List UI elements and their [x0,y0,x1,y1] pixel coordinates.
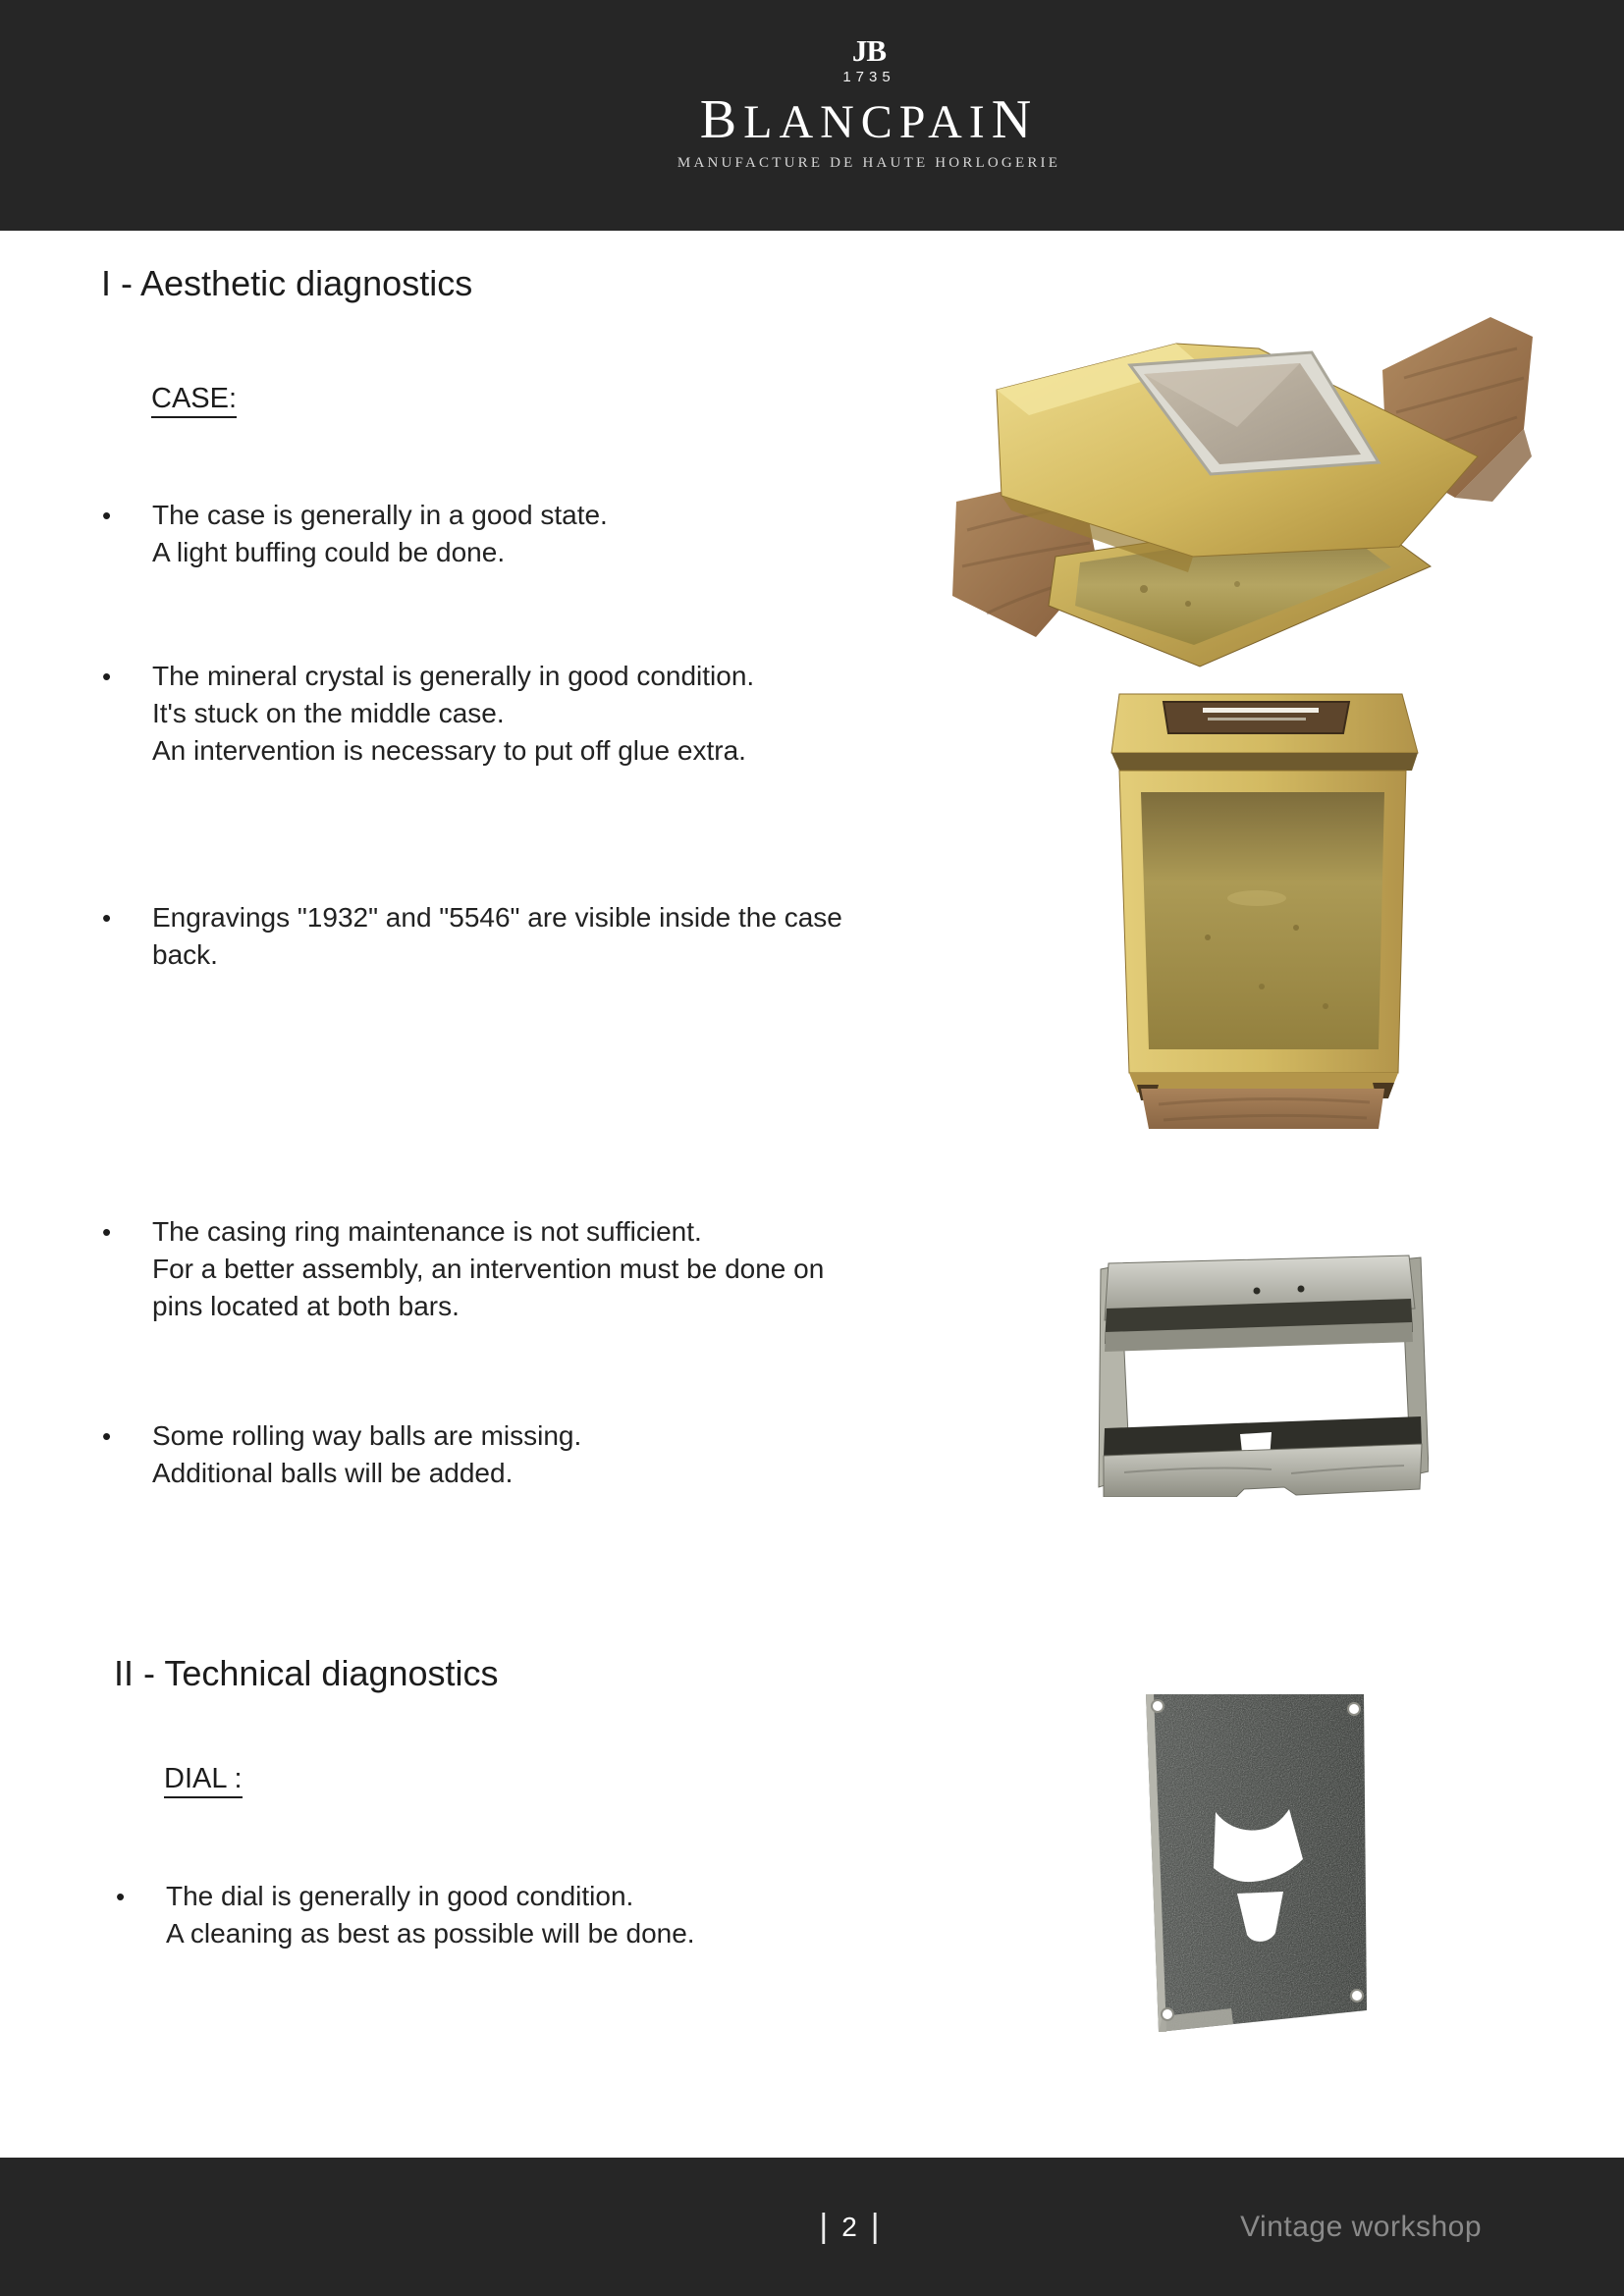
bezel-flap [1111,694,1418,771]
section-2-subheading: DIAL : [164,1763,243,1798]
dial-plate-shape [1146,1694,1367,2032]
section-1-subheading: CASE: [151,383,237,418]
bullet-dot: • [102,1421,112,1451]
page-number-separator: | [819,2208,829,2245]
bullet-item [102,1417,581,1492]
bullet-item [102,1213,824,1325]
bullet-line: back. [152,939,218,970]
bullet-line: Additional balls will be added. [152,1458,514,1488]
bullet-item [116,1878,695,1952]
photo-case-back [1090,692,1434,1129]
bullet-item [102,658,754,770]
bullet-dot: • [116,1882,126,1911]
brand-year: 1735 [842,69,895,85]
bullet-line: The case is generally in a good state. [152,500,608,530]
case-back-cavity [1119,771,1406,1100]
bullet-line: The mineral crystal is generally in good condition. [152,661,755,691]
photo-watch-case [943,309,1571,702]
workshop-label: Vintage workshop [1240,2210,1482,2243]
section-2-title: II - Technical diagnostics [114,1653,499,1693]
bullet-item [102,899,842,974]
bullet-line: An intervention is necessary to put off glue extra. [152,735,746,766]
bullet-line: The casing ring maintenance is not sufficient. [152,1216,702,1247]
bullet-dot: • [102,1217,112,1247]
page-number [819,2158,879,2296]
casing-ring-frame [1099,1255,1429,1497]
bullet-dot: • [102,662,112,691]
dial-plate-illustration [1139,1684,1375,2038]
brand-logo [677,35,1060,171]
bullet-line: For a better assembly, an intervention must be done on [152,1254,825,1284]
casing-ring-illustration [1095,1252,1429,1497]
photo-dial-plate [1139,1684,1375,2038]
bullet-line: The dial is generally in good condition. [166,1881,634,1911]
bullet-line: Some rolling way balls are missing. [152,1420,582,1451]
section-1-title: I - Aesthetic diagnostics [101,263,473,303]
bullet-line: A cleaning as best as possible will be done. [166,1918,695,1949]
brand-tagline: MANUFACTURE DE HAUTE HORLOGERIE [677,155,1061,171]
page-number-separator: | [870,2208,880,2245]
brand-name: BLANCPAIN [699,89,1039,150]
bullet-line: A light buffing could be done. [152,537,506,567]
brand-monogram: JB [851,33,887,68]
bullet-line: pins located at both bars. [152,1291,460,1321]
bullet-line: It's stuck on the middle case. [152,698,505,728]
bullet-dot: • [102,903,112,933]
bullet-item [102,497,608,571]
bullet-line: Engravings "1932" and "5546" are visible inside the case [152,902,842,933]
watch-case-illustration [943,309,1571,702]
bullet-dot: • [102,501,112,530]
photo-casing-ring [1095,1252,1429,1497]
case-back-illustration [1090,692,1434,1129]
leather-strap-bottom [1141,1089,1384,1129]
page-number-value: 2 [841,2211,857,2242]
